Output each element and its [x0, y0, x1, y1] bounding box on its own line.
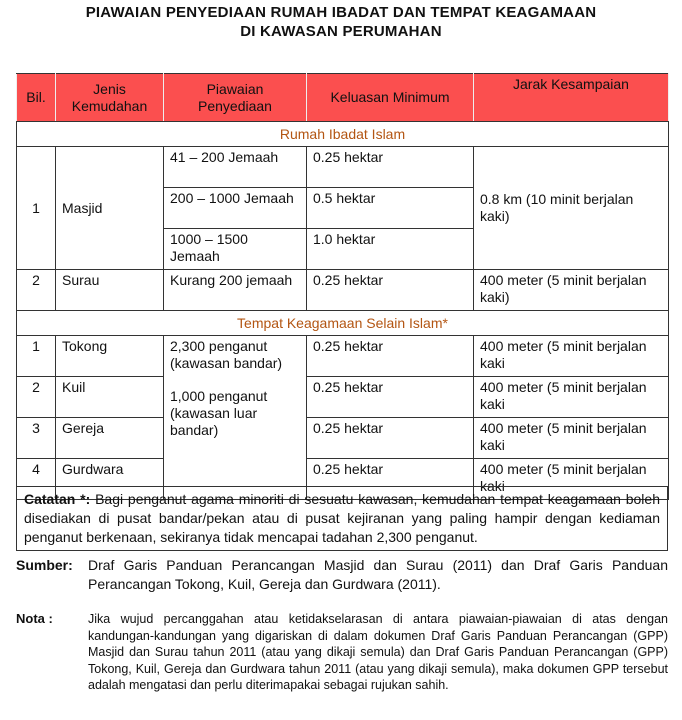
- piawaian-other: 2,300 penganut (kawasan bandar) 1,000 penganut (kawasan luar bandar): [164, 336, 307, 500]
- header-piawaian: Piawaian Penyediaan: [164, 74, 307, 122]
- page-title: PIAWAIAN PENYEDIAAN RUMAH IBADAT DAN TEMPAT KEAGAMAAN DI KAWASAN PERUMAHAN: [85, 4, 597, 40]
- header-jarak: Jarak Kesampaian: [474, 74, 669, 122]
- catatan-note: Catatan *: Bagi penganut agama minoriti di sesuatu kawasan, kemudahan tempat keagamaan boleh disediakan di pusat bandar/pekan atau di pusat kejiranan yang paling hampir dengan kediaman penganut berkenaan, sekiranya tidak mencapai tadahan 2,300 penganut.: [16, 486, 668, 551]
- header-keluasan: Keluasan Minimum: [307, 74, 474, 122]
- table-row: 200 – 1000 Jemaah 0.5 hektar: [17, 188, 669, 229]
- table-row: 4 Gurdwara 0.25 hektar 400 meter (5 minit berjalan kaki: [17, 459, 669, 500]
- sumber: Sumber: Draf Garis Panduan Perancangan Masjid dan Surau (2011) dan Draf Garis Panduan Perancangan Tokong, Kuil, Gereja dan Gurdwara (2011).: [16, 557, 668, 592]
- standards-table: [16, 73, 669, 500]
- header-bil: Bil.: [17, 74, 56, 122]
- table-row: 2 Kuil 0.25 hektar 400 meter (5 minit berjalan kaki: [17, 377, 669, 418]
- table-row: 1 Tokong 2,300 penganut (kawasan bandar) 1,000 penganut (kawasan luar bandar) 0.25 hektar 400 meter (5 minit berjalan kaki: [17, 336, 669, 377]
- table-row: 3 Gereja 0.25 hektar 400 meter (5 minit berjalan kaki: [17, 418, 669, 459]
- table-row: 1000 – 1500 Jemaah 1.0 hektar: [17, 229, 669, 270]
- nota: Nota : Jika wujud percanggahan atau ketidakselarasan di antara piawaian-piawaian di atas dengan kandungan-kandungan yang digariskan di dalam dokumen Draf Garis Panduan Perancangan (GPP) Masjid dan Surau tahun 2011 (atau yang dikaji semula) dan Draf Garis Panduan Perancangan (GPP) Tokong, Kuil, Gereja dan Gurdwara tahun 2011 (atau yang dikaji semula), maka dokumen GPP tersebut adalah mengatasi dan perlu diterimapakai sebagai rujukan sahih.: [16, 611, 668, 692]
- table-row: 2 Surau Kurang 200 jemaah 0.25 hektar 400 meter (5 minit berjalan kaki): [17, 270, 669, 311]
- table-row: 1 Masjid 41 – 200 Jemaah 0.25 hektar 0.8 km (10 minit berjalan kaki): [17, 147, 669, 188]
- section-other: Tempat Keagamaan Selain Islam*: [17, 311, 669, 336]
- table-header: [17, 74, 669, 122]
- section-islam: Rumah Ibadat Islam: [17, 122, 669, 147]
- header-jenis: Jenis Kemudahan: [56, 74, 164, 122]
